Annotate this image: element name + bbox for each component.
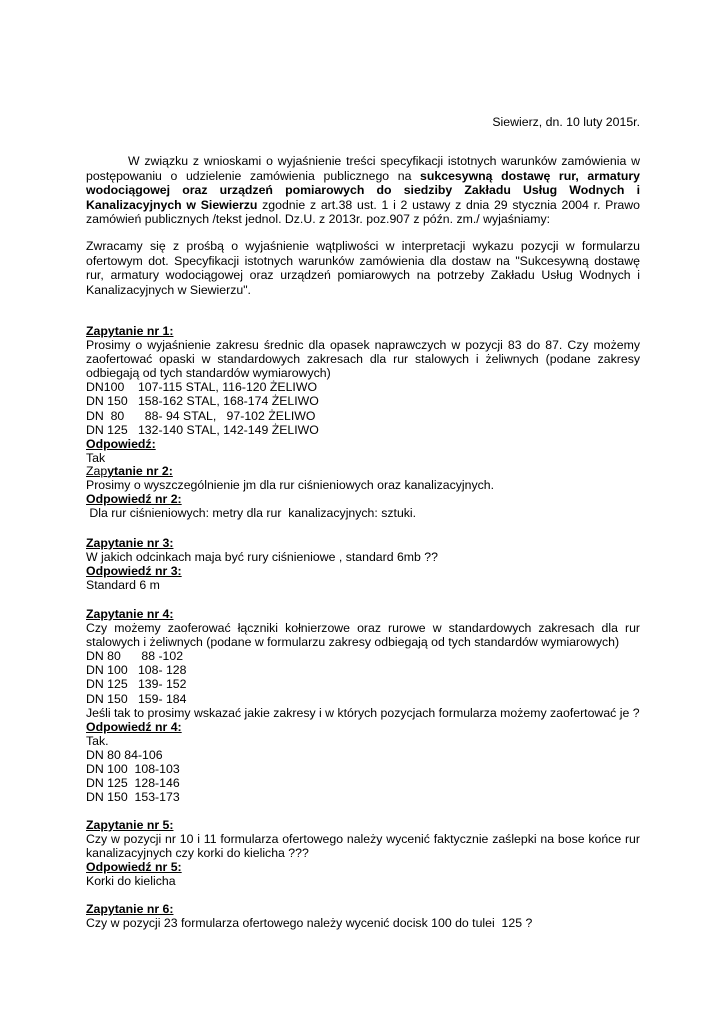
question-4-text: Czy możemy zaoferować łączniki kołnierzowe oraz rurowe w standardowych zakresach dla rur stalowych i żeliwnych (podane w formularzu zakresy odbiegają od tych standardów wymiarowych): [86, 621, 640, 650]
answer-2-heading: Odpowiedź nr 2:: [86, 492, 182, 507]
question-5-block: [86, 818, 640, 888]
answer-4-row: DN 80 84-106: [86, 747, 163, 762]
answer-4-text: Tak.: [86, 733, 109, 748]
question-1-row: DN100 107-115 STAL, 116-120 ŻELIWO: [86, 380, 318, 395]
question-3-block: [86, 536, 640, 592]
answer-4-row: DN 150 153-173: [86, 790, 180, 805]
question-4-heading: Zapytanie nr 4:: [86, 607, 174, 621]
answer-3-heading: Odpowiedź nr 3:: [86, 564, 182, 579]
question-5-heading: Zapytanie nr 5:: [86, 818, 174, 832]
question-4-row: DN 125 139- 152: [86, 677, 187, 692]
answer-4-row: DN 100 108-103: [86, 762, 180, 777]
question-3-text: W jakich odcinkach maja być rury ciśnieniowe , standard 6mb ??: [86, 550, 438, 565]
question-4-block: [86, 607, 640, 804]
question-1-text: Prosimy o wyjaśnienie zakresu średnic dla opasek naprawczych w pozycji 83 do 87. Czy możemy zaofertować opaski w standardowych zakresach dla rur stalowych i żeliwnych (podane zakresy odbiegają od tych standardów wymiarowych): [86, 338, 640, 381]
question-1-row: DN 125 132-140 STAL, 142-149 ŻELIWO: [86, 422, 319, 437]
question-6-block: [86, 902, 640, 930]
question-3-heading: Zapytanie nr 3:: [86, 536, 174, 550]
request-paragraph: Zwracamy się z prośbą o wyjaśnienie wątpliwości w interpretacji wykazu pozycji w formularzu ofertowym dot. Specyfikacji istotnych warunków zamówienia dla dostaw na "Sukcesywną dostawę rur, armatury wodociągowej oraz urządzeń pomiarowych na potrzeby Zakładu Usług Wodnych i Kanalizacyjnych w Siewierzu".: [86, 239, 640, 297]
intro-legal-basis: zgodnie z art.38 ust. 1 i 2 ustawy z dnia 29 stycznia 2004 r. Prawo zamówień publicznych /tekst jednol. Dz.U. z 2013r. poz.907 z późn. zm./ wyjaśniamy:: [86, 197, 640, 227]
question-4-row: DN 80 88 -102: [86, 649, 184, 664]
answer-1-text: Tak: [86, 450, 106, 465]
answer-5-text: Korki do kielicha: [86, 874, 176, 889]
answer-1-heading: Odpowiedź:: [86, 436, 156, 451]
answer-2-text: Dla rur ciśnieniowych: metry dla rur kanalizacyjnych: sztuki.: [86, 506, 417, 521]
question-5-text: Czy w pozycji nr 10 i 11 formularza ofertowego należy wycenić faktycznie zaślepki na bose końce rur kanalizacyjnych czy korki do kielicha ???: [86, 832, 640, 861]
question-2-block: [86, 464, 640, 520]
question-4-row: DN 100 108- 128: [86, 663, 187, 678]
question-1-row: DN 150 158-162 STAL, 168-174 ŻELIWO: [86, 394, 319, 409]
question-4-followup: Jeśli tak to prosimy wskazać jakie zakresy i w których pozycjach formularza możemy zaofertować je ?: [86, 705, 640, 720]
intro-subject: sukcesywną dostawę rur, armatury wodociągowej oraz urządzeń pomiarowych do siedziby Zakładu Usług Wodnych i Kanalizacyjnych w Siewierzu: [86, 168, 640, 212]
answer-4-heading: Odpowiedź nr 4:: [86, 719, 182, 734]
question-2-heading: Zapytanie nr 2:: [86, 464, 173, 478]
answer-3-text: Standard 6 m: [86, 578, 160, 593]
answer-4-row: DN 125 128-146: [86, 776, 180, 791]
question-6-heading: Zapytanie nr 6:: [86, 902, 174, 916]
question-2-text: Prosimy o wyszczególnienie jm dla rur ciśnieniowych oraz kanalizacyjnych.: [86, 478, 495, 493]
question-1-block: [86, 324, 640, 465]
document-date: Siewierz, dn. 10 luty 2015r.: [492, 115, 640, 129]
intro-text: W związku z wnioskami o wyjaśnienie treści specyfikacji istotnych warunków zamówienia w postępowaniu o udzielenie zamówienia publicznego na: [86, 154, 640, 183]
question-1-heading: Zapytanie nr 1:: [86, 324, 174, 338]
answer-5-heading: Odpowiedź nr 5:: [86, 860, 182, 875]
question-6-text: Czy w pozycji 23 formularza ofertowego należy wycenić docisk 100 do tulei 125 ?: [86, 916, 533, 931]
intro-paragraph: [86, 154, 640, 227]
question-1-row: DN 80 88- 94 STAL, 97-102 ŻELIWO: [86, 408, 316, 423]
question-4-row: DN 150 159- 184: [86, 691, 187, 706]
